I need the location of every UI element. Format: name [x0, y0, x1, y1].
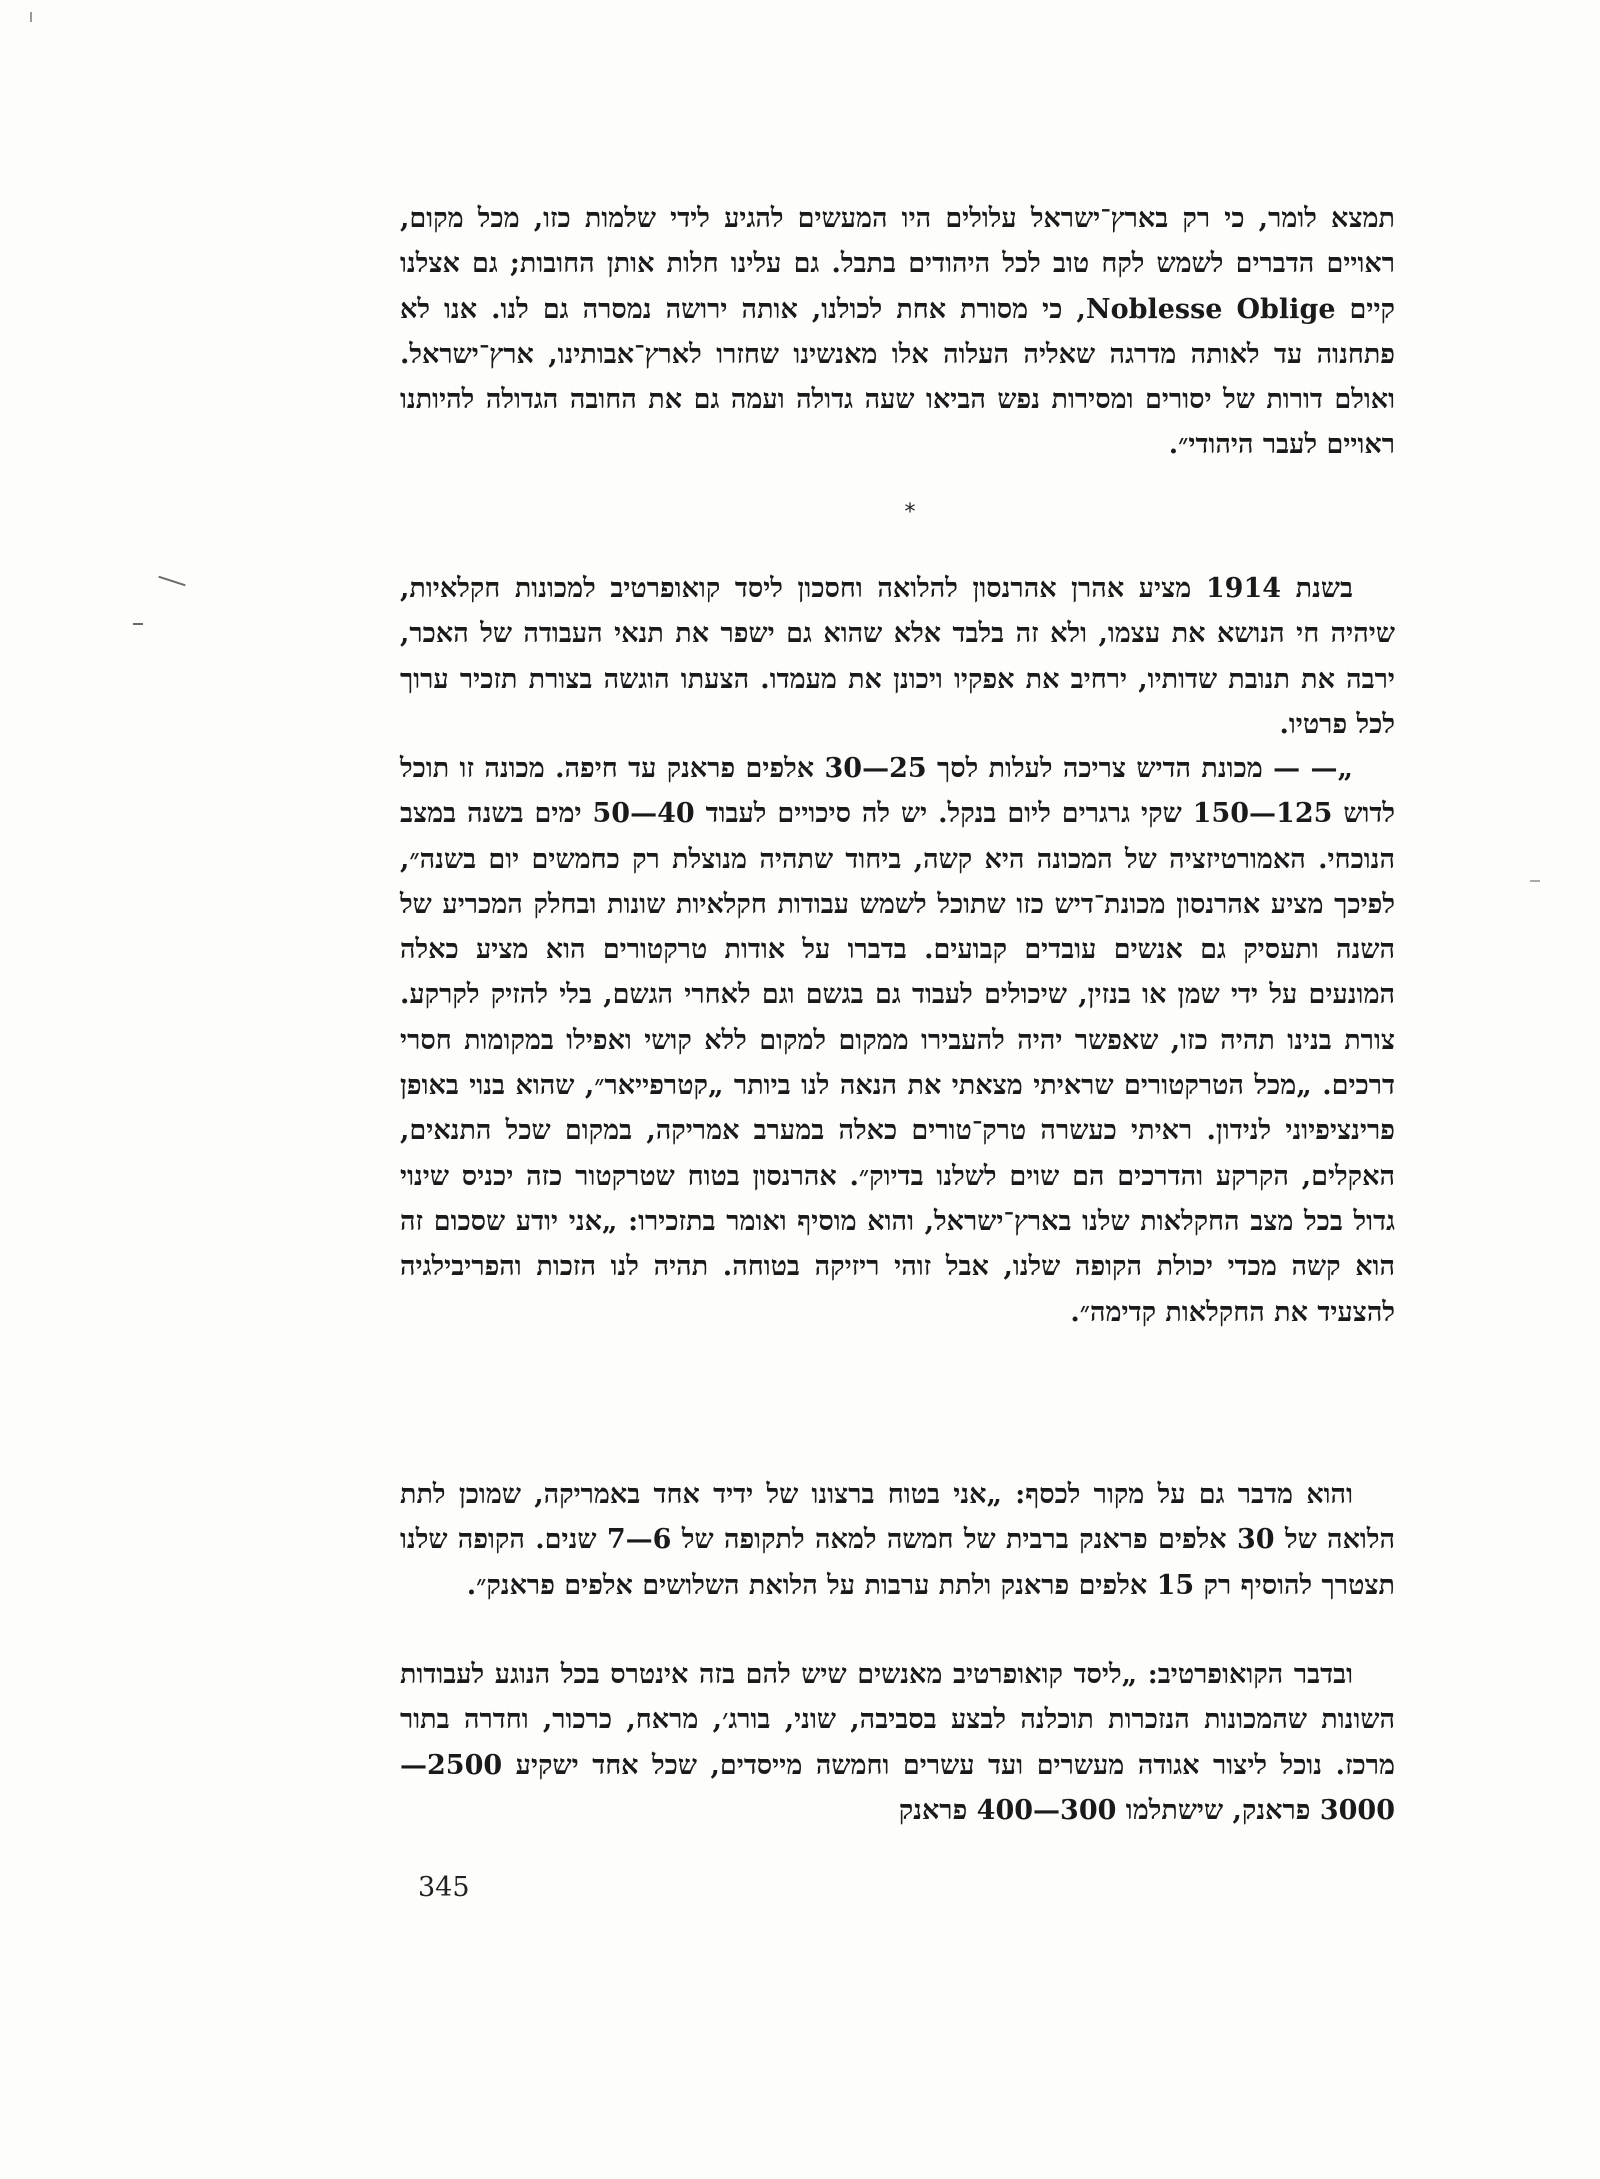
section-separator: *: [904, 500, 916, 525]
paragraph-block: [400, 1472, 1395, 1608]
paragraph-block: [400, 1652, 1395, 1833]
paragraph: ובדבר הקואופרטיב: „ליסד קואופרטיב מאנשים שיש להם בזה אינטרס בכל הנוגע לעבודות השונות שהמכונות הנזכרות תוכלנה לבצע בסביבה, שוני, בורג׳, מראח, כרכור, וחדרה בתור מרכז. נוכל ליצור אגודה מעשרים ועד עשרים וחמשה מייסדים, שכל אחד ישקיע 2500—3000 פראנק, שישתלמו 300—400 פראנק: [400, 1659, 1395, 1826]
paragraph: „— — מכונת הדיש צריכה לעלות לסך 25—30 אלפים פראנק עד חיפה. מכונה זו תוכל לדוש 125—150 שקי גרגרים ליום בנקל. יש לה סיכויים לעבוד 40—50 ימים בשנה במצב הנוכחי. האמורטיזציה של המכונה היא קשה, ביחוד שתהיה מנוצלת רק כחמשים יום בשנה״, לפיכך מציע אהרנסון מכונת־דיש כזו שתוכל לשמש עבודות חקלאיות שונות ובחלק המכריע של השנה ותעסיק גם אנשים עובדים קבועים. בדברו על אודות טרקטורים הוא מציע כאלה המונעים על ידי שמן או בנזין, שיכולים לעבוד גם בגשם וגם לאחרי הגשם, בלי להזיק לקרקע. צורת בנינו תהיה כזו, שאפשר יהיה להעבירו ממקום למקום ללא קושי ואפילו במקומות חסרי דרכים. „מכל הטרקטורים שראיתי מצאתי את הנאה לנו ביותר „קטרפייאר״, שהוא בנוי באופן פרינציפיוני לנידון. ראיתי כעשרה טרק־טורים כאלה במערב אמריקה, במקום שכל התנאים, האקלים, הקרקע והדרכים הם שוים לשלנו בדיוק״. אהרנסון בטוח שטרקטור כזה יכניס שינוי גדול בכל מצב החקלאות שלנו בארץ־ישראל, והוא מוסיף ואומר בתזכירו: „אני יודע שסכום זה הוא קשה מכדי יכולת הקופה שלנו, אבל זוהי ריזיקה בטוחה. תהיה לנו הזכות והפריבילגיה להצעיד את החקלאות קדימה״.: [400, 753, 1396, 1328]
scan-mark: [30, 12, 32, 22]
paragraph-block: [400, 746, 1395, 1335]
scan-mark: [158, 576, 185, 587]
page-number: 345: [418, 1872, 470, 1903]
scan-mark: [1530, 880, 1540, 882]
paragraph: בשנת 1914 מציע אהרן אהרנסון להלואה וחסכון ליסד קואופרטיב למכונות חקלאיות, שיהיה חי הנושא את עצמו, ולא זה בלבד אלא שהוא גם ישפר את תנאי העבודה של האכר, ירבה את תנובת שדותיו, ירחיב את אפקיו ויכונן את מעמדו. הצעתו הוגשה בצורת תזכיר ערוך לכל פרטיו.: [400, 573, 1395, 740]
paragraph: תמצא לומר, כי רק בארץ־ישראל עלולים היו המעשים להגיע לידי שלמות כזו, מכל מקום, ראויים הדברים לשמש לקח טוב לכל היהודים בתבל. גם עלינו חלות אותן החובות; גם אצלנו קיים Noblesse Oblige, כי מסורת אחת לכולנו, אותה ירושה נמסרה גם לנו. אנו לא פתחנוה עד לאותה מדרגה שאליה העלוה אלו מאנשינו שחזרו לארץ־אבותינו, ארץ־ישראל. ואולם דורות של יסורים ומסירות נפש הביאו שעה גדולה ועמה גם את החובה הגדולה להיותנו ראויים לעבר היהודי״.: [400, 203, 1395, 461]
paragraph: והוא מדבר גם על מקור לכסף: „אני בטוח ברצונו של ידיד אחד באמריקה, שמוכן לתת הלואה של 30 אלפים פראנק ברבית של חמשה למאה לתקופה של 6—7 שנים. הקופה שלנו תצטרך להוסיף רק 15 אלפים פראנק ולתת ערבות על הלואת השלושים אלפים פראנק״.: [400, 1479, 1395, 1601]
paragraph-block: [400, 566, 1395, 747]
scan-mark: [133, 623, 143, 625]
paragraph-block: [400, 196, 1395, 468]
